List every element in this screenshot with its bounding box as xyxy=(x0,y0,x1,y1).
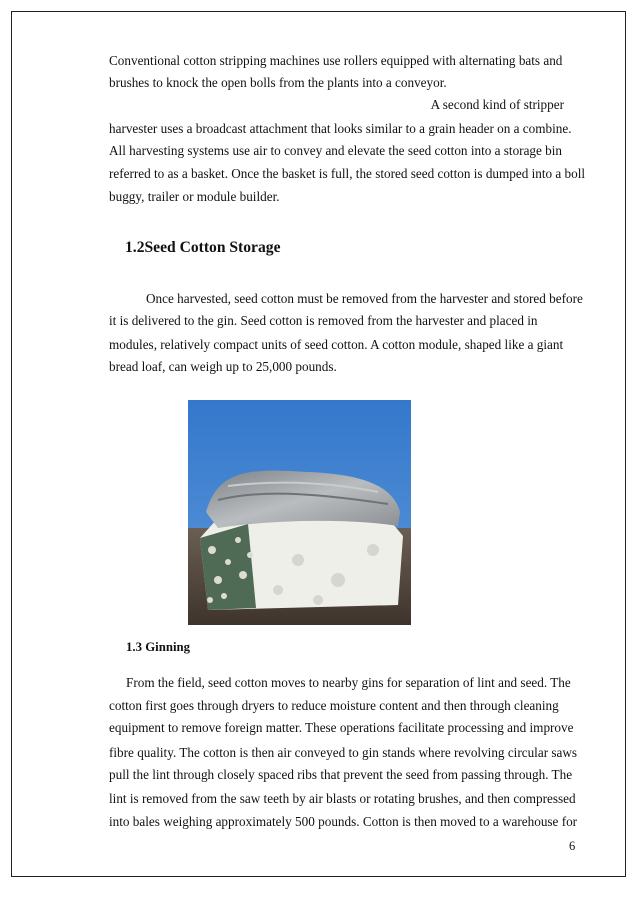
paragraph-line: lint is removed from the saw teeth by air blasts or rotating brushes, and then compressed xyxy=(109,791,576,806)
paragraph-line: into bales weighing approximately 500 pounds. Cotton is then moved to a warehouse for xyxy=(109,814,578,829)
paragraph-line: Once harvested, seed cotton must be removed from the harvester and stored before xyxy=(146,291,583,306)
paragraph-line: brushes to knock the open bolls from the plants into a conveyor. xyxy=(109,75,447,90)
paragraph-line: A second kind of stripper xyxy=(430,97,564,112)
paragraph-line: pull the lint through closely spaced ribs that prevent the seed from passing through. The xyxy=(109,767,573,782)
paragraph-line: equipment to remove foreign matter. These operations facilitate processing and improve xyxy=(109,720,574,735)
paragraph-line: Conventional cotton stripping machines use rollers equipped with alternating bats and xyxy=(109,53,563,68)
cotton-module-photo xyxy=(188,400,411,625)
paragraph-line: All harvesting systems use air to convey and elevate the seed cotton into a storage bin xyxy=(109,143,563,158)
page-number: 6 xyxy=(569,839,576,853)
paragraph-line: it is delivered to the gin. Seed cotton is removed from the harvester and placed in xyxy=(109,313,538,328)
paragraph-line: From the field, seed cotton moves to nearby gins for separation of lint and seed. The xyxy=(126,675,571,690)
paragraph-line: modules, relatively compact units of seed cotton. A cotton module, shaped like a giant xyxy=(109,337,564,352)
paragraph-line: cotton first goes through dryers to reduce moisture content and then through cleaning xyxy=(109,698,559,713)
section-heading-seed-cotton-storage: 1.2Seed Cotton Storage xyxy=(125,239,281,256)
paragraph-line: referred to as a basket. Once the basket is full, the stored seed cotton is dumped into a boll xyxy=(109,166,586,181)
paragraph-line: fibre quality. The cotton is then air conveyed to gin stands where revolving circular saws xyxy=(109,745,578,760)
paragraph-line: buggy, trailer or module builder. xyxy=(109,189,280,204)
paragraph-line: harvester uses a broadcast attachment that looks similar to a grain header on a combine. xyxy=(109,121,572,136)
section-heading-ginning: 1.3 Ginning xyxy=(126,640,191,654)
paragraph-line: bread loaf, can weigh up to 25,000 pounds. xyxy=(109,359,337,374)
